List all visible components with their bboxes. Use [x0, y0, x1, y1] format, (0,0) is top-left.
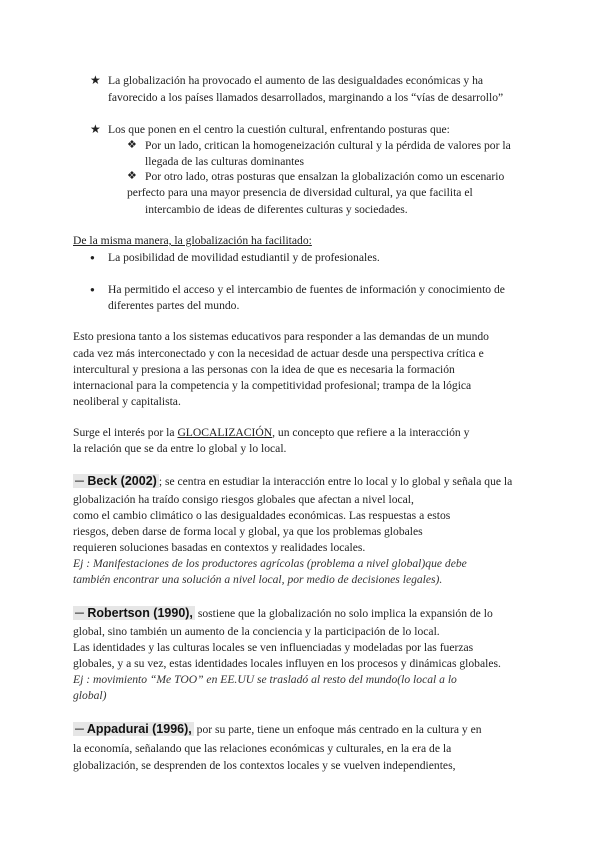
text-run: Surge el interés por la — [73, 426, 178, 439]
paragraph-line: neoliberal y capitalista. — [73, 395, 181, 408]
paragraph-line: Los que ponen en el centro la cuestión cultural, enfrentando posturas que: — [108, 123, 450, 136]
star-bullet-icon: ★ — [90, 122, 101, 136]
paragraph-line: Las identidades y las culturas locales se ven influenciadas y modeladas por las fuerzas — [73, 641, 474, 654]
paragraph-line: intercultural y presiona a las personas con la idea de que es necesaria la formación — [73, 363, 455, 376]
paragraph-line: internacional para la competencia y la competitividad profesional; trampa de la lógica — [73, 379, 472, 392]
paragraph-line: llegada de las culturas dominantes — [145, 155, 305, 168]
diamond-bullet-icon: ❖ — [127, 170, 137, 182]
example-line: también encontrar una solución a nivel local, por medio de decisiones legales). — [73, 573, 443, 586]
list-item: La posibilidad de movilidad estudiantil y de profesionales. — [108, 251, 380, 264]
star-bullet-icon: ★ — [90, 73, 101, 87]
paragraph-line: globalización, se desprenden de los contextos locales y se vuelven independientes, — [73, 759, 456, 772]
diamond-bullet-icon: ❖ — [127, 139, 137, 151]
author-highlight-beck: ─ Beck (2002) — [75, 474, 157, 488]
paragraph-line: cada vez más interconectado y con la necesidad de actuar desde una perspectiva crítica e — [73, 347, 484, 360]
paragraph-line: la relación que se da entre lo global y lo local. — [73, 442, 287, 455]
example-line: Ej : Manifestaciones de los productores agrícolas (problema a nivel global)que debe — [73, 557, 467, 570]
paragraph-line — [73, 721, 482, 738]
paragraph-line: riesgos, deben darse de forma local y global, ya que los problemas globales — [73, 525, 423, 538]
paragraph-line: global, sino también un aumento de la conciencia y la participación de lo local. — [73, 625, 440, 638]
paragraph-line: perfecto para una mayor presencia de diversidad cultural, ya que facilita el — [127, 186, 473, 199]
paragraph-line: Por un lado, critican la homogeneización cultural y la pérdida de valores por la — [145, 139, 511, 152]
example-line: global) — [73, 689, 107, 702]
author-highlight-robertson: ─ Robertson (1990), — [75, 606, 193, 620]
paragraph-line: requieren soluciones basadas en contextos y realidades locales. — [73, 541, 366, 554]
dot-bullet-icon: ● — [90, 285, 95, 294]
paragraph-line: la economía, señalando que las relaciones económicas y culturales, en la era de la — [73, 742, 452, 755]
paragraph-line — [73, 605, 493, 622]
section-heading: De la misma manera, la globalización ha facilitado: — [73, 234, 312, 247]
paragraph-line: globales, y a su vez, estas identidades locales influyen en los procesos y dinámicas globales. — [73, 657, 501, 670]
paragraph-line: favorecido a los países llamados desarrollados, marginando a los “vías de desarrollo” — [108, 91, 504, 104]
paragraph-line: globalización ha traído consigo riesgos globales que afectan a nivel local, — [73, 493, 414, 506]
text-run: por su parte, tiene un enfoque más centrado en la cultura y en — [193, 723, 482, 736]
paragraph-line: Por otro lado, otras posturas que ensalzan la globalización como un escenario — [145, 170, 505, 183]
paragraph-line: La globalización ha provocado el aumento de las desigualdades económicas y ha — [108, 74, 484, 87]
text-run: sostiene que la globalización no solo implica la expansión de lo — [194, 607, 493, 620]
author-highlight-appadurai: ─ Appadurai (1996), — [75, 722, 192, 736]
paragraph-line: como el cambio climático o las desigualdades económicas. Las respuestas a estos — [73, 509, 451, 522]
list-item: Ha permitido el acceso y el intercambio de fuentes de información y conocimiento de — [108, 283, 505, 296]
dot-bullet-icon: ● — [90, 253, 95, 262]
list-item: diferentes partes del mundo. — [108, 299, 240, 312]
paragraph-line: Esto presiona tanto a los sistemas educativos para responder a las demandas de un mundo — [73, 330, 489, 343]
example-line: Ej : movimiento “Me TOO” en EE.UU se trasladó al resto del mundo(lo local a lo — [73, 673, 457, 686]
glocalizacion-term: GLOCALIZACIÓN — [177, 426, 273, 439]
paragraph-line — [73, 424, 469, 441]
paragraph-line — [73, 473, 512, 490]
paragraph-line: intercambio de ideas de diferentes culturas y sociedades. — [145, 203, 408, 216]
text-run: ; se centra en estudiar la interacción entre lo local y lo global y señala que la — [158, 475, 513, 488]
text-run: , un concepto que refiere a la interacción y — [272, 426, 470, 439]
